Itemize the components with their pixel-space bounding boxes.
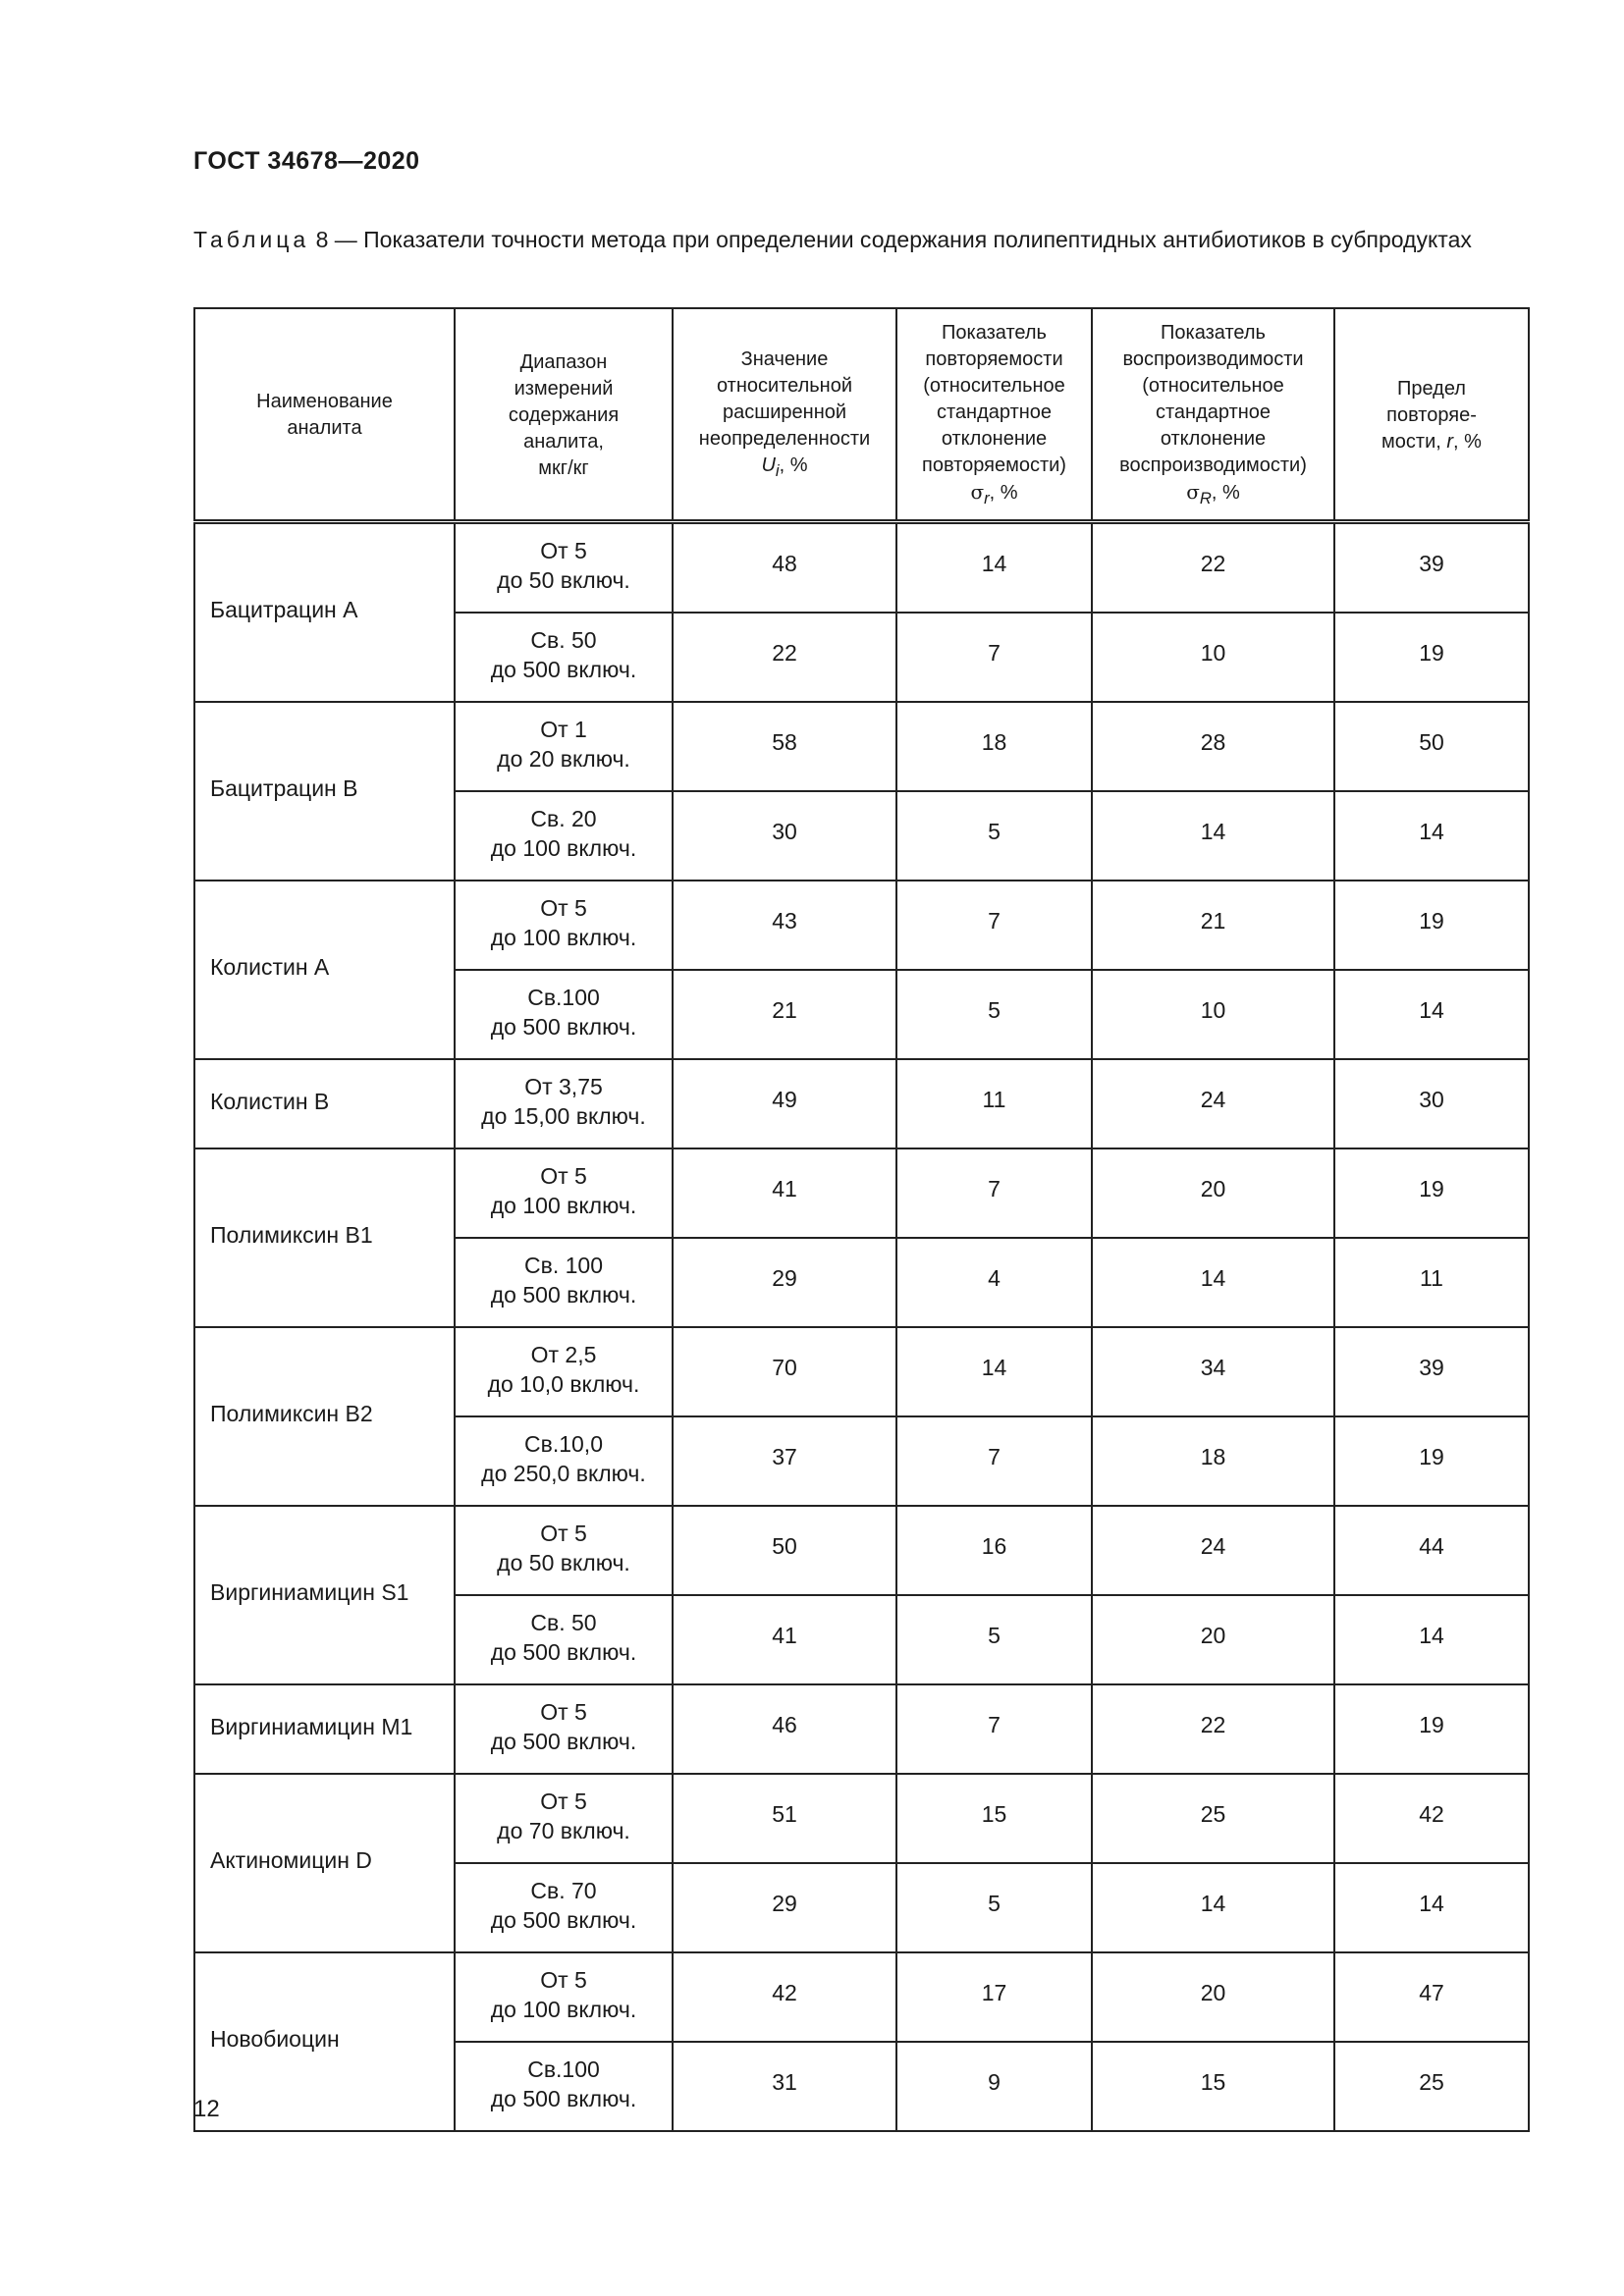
table-row [194,702,1529,791]
uncertainty-cell: 50 [673,1506,896,1595]
uncertainty-cell: 51 [673,1774,896,1863]
repeatability-limit-cell: 30 [1334,1059,1529,1148]
range-line: до 500 включ. [490,1281,637,1308]
range-cell [455,1595,673,1684]
analyte-name-cell: Бацитрацин А [194,522,455,703]
uncertainty-cell: 31 [673,2042,896,2131]
repeatability-limit-cell: 50 [1334,702,1529,791]
repeatability-limit-cell: 19 [1334,881,1529,970]
repeatability-limit-cell: 39 [1334,1327,1529,1416]
header-line: повторяемости) [922,454,1066,476]
uncertainty-cell: 58 [673,702,896,791]
header-line: воспроизводимости) [1119,454,1307,476]
range-line: до 15,00 включ. [481,1102,646,1129]
header-line: стандартное [1155,400,1272,423]
analyte-name-cell: Колистин А [194,881,455,1059]
header-line: Показатель [942,321,1047,344]
header-unit: , % [1453,430,1482,453]
repeatability-limit-cell: 14 [1334,970,1529,1059]
range-line: до 500 включ. [490,1013,637,1040]
range-line: От 5 [540,1162,587,1189]
header-line: аналита [287,417,362,439]
header-analyte-name [194,308,455,522]
header-line: повторяе- [1386,403,1477,426]
header-line: расширенной [722,401,847,423]
table-row [194,1684,1529,1774]
repeatability-limit-cell: 44 [1334,1506,1529,1595]
uncertainty-cell: 37 [673,1416,896,1506]
table-row [194,1148,1529,1238]
document-header: ГОСТ 34678—2020 [193,147,420,175]
repeatability-limit-cell: 25 [1334,2042,1529,2131]
range-line: до 100 включ. [490,1996,637,2022]
header-symbol: σ [970,479,985,504]
repeatability-limit-cell: 39 [1334,522,1529,614]
header-line: Значение [740,348,829,370]
table-row [194,1506,1529,1595]
caption-label: Таблица [193,227,310,252]
range-line: до 100 включ. [490,924,637,950]
range-line: Св.100 [527,2056,600,2082]
accuracy-table [193,307,1530,2132]
repeatability-cell: 11 [896,1059,1092,1148]
uncertainty-cell: 29 [673,1238,896,1327]
header-measurement-range [455,308,673,522]
reproducibility-cell: 18 [1092,1416,1334,1506]
uncertainty-cell: 22 [673,613,896,702]
repeatability-cell: 17 [896,1952,1092,2042]
range-line: От 5 [540,537,587,563]
analyte-name-cell: Полимиксин В1 [194,1148,455,1327]
range-line: От 2,5 [530,1341,597,1367]
range-line: От 1 [540,716,587,742]
repeatability-cell: 14 [896,522,1092,614]
uncertainty-cell: 29 [673,1863,896,1952]
header-line: повторяемости [925,347,1063,370]
repeatability-cell: 7 [896,613,1092,702]
uncertainty-cell: 41 [673,1595,896,1684]
range-cell [455,1952,673,2042]
reproducibility-cell: 10 [1092,970,1334,1059]
header-subscript: i [775,461,780,480]
table-row [194,1952,1529,2042]
header-repeatability [896,308,1092,522]
repeatability-limit-cell: 14 [1334,791,1529,881]
analyte-name-cell: Актиномицин D [194,1774,455,1952]
uncertainty-cell: 21 [673,970,896,1059]
range-line: до 100 включ. [490,1192,637,1218]
reproducibility-cell: 14 [1092,791,1334,881]
header-line: аналита, [523,430,604,453]
header-line: неопределенности [698,428,871,450]
range-line: до 500 включ. [490,2085,637,2111]
uncertainty-cell: 46 [673,1684,896,1774]
header-subscript: r [984,488,990,507]
reproducibility-cell: 14 [1092,1863,1334,1952]
header-line: относительной [716,375,852,397]
repeatability-limit-cell: 19 [1334,1148,1529,1238]
repeatability-limit-cell: 11 [1334,1238,1529,1327]
reproducibility-cell: 21 [1092,881,1334,970]
table-row [194,1327,1529,1416]
table-row [194,881,1529,970]
header-line: Показатель [1161,321,1266,344]
range-line: Св. 100 [524,1252,603,1278]
range-cell [455,881,673,970]
reproducibility-cell: 28 [1092,702,1334,791]
range-line: до 70 включ. [497,1817,630,1843]
range-line: до 20 включ. [497,745,630,772]
uncertainty-cell: 30 [673,791,896,881]
repeatability-cell: 15 [896,1774,1092,1863]
range-line: Св. 50 [530,626,597,653]
reproducibility-cell: 20 [1092,1952,1334,2042]
header-subscript: R [1199,488,1212,507]
range-cell [455,1684,673,1774]
reproducibility-cell: 20 [1092,1595,1334,1684]
repeatability-limit-cell: 42 [1334,1774,1529,1863]
range-line: От 5 [540,1788,587,1814]
range-cell [455,613,673,702]
header-line: мости, [1381,430,1447,453]
range-line: Св.100 [527,984,600,1010]
repeatability-cell: 16 [896,1506,1092,1595]
repeatability-limit-cell: 19 [1334,1416,1529,1506]
range-line: Св.10,0 [524,1430,603,1457]
range-line: Св. 50 [530,1609,597,1635]
range-line: до 50 включ. [497,566,630,593]
range-line: до 500 включ. [490,1728,637,1754]
header-reproducibility [1092,308,1334,522]
header-unit: , % [989,481,1018,504]
repeatability-cell: 5 [896,970,1092,1059]
table-header-row [194,308,1529,522]
uncertainty-cell: 49 [673,1059,896,1148]
header-unit: , % [1211,481,1240,504]
range-line: Св. 70 [530,1877,597,1903]
repeatability-cell: 9 [896,2042,1092,2131]
uncertainty-cell: 43 [673,881,896,970]
repeatability-cell: 14 [896,1327,1092,1416]
header-line: отклонение [941,427,1048,450]
uncertainty-cell: 42 [673,1952,896,2042]
range-cell [455,702,673,791]
table-row [194,1059,1529,1148]
reproducibility-cell: 20 [1092,1148,1334,1238]
header-line: отклонение [1160,427,1267,450]
range-line: Св. 20 [530,805,597,831]
repeatability-cell: 18 [896,702,1092,791]
repeatability-cell: 5 [896,791,1092,881]
uncertainty-cell: 70 [673,1327,896,1416]
analyte-name-cell: Виргиниамицин М1 [194,1684,455,1774]
range-line: до 500 включ. [490,656,637,682]
range-cell [455,522,673,614]
header-line: (относительное [923,374,1065,397]
header-repeatability-limit [1334,308,1529,522]
range-cell [455,1327,673,1416]
table-row [194,1774,1529,1863]
repeatability-cell: 5 [896,1595,1092,1684]
repeatability-cell: 4 [896,1238,1092,1327]
repeatability-limit-cell: 19 [1334,613,1529,702]
repeatability-cell: 7 [896,1148,1092,1238]
reproducibility-cell: 10 [1092,613,1334,702]
range-cell [455,1416,673,1506]
analyte-name-cell: Новобиоцин [194,1952,455,2131]
range-line: От 5 [540,894,587,921]
range-line: От 5 [540,1698,587,1725]
header-line: Диапазон [519,350,608,373]
range-line: до 50 включ. [497,1549,630,1575]
range-cell [455,1506,673,1595]
range-line: до 100 включ. [490,834,637,861]
analyte-name-cell: Бацитрацин В [194,702,455,881]
uncertainty-cell: 41 [673,1148,896,1238]
table-caption [193,226,1527,254]
header-line: (относительное [1142,374,1284,397]
analyte-name-cell: Колистин В [194,1059,455,1148]
repeatability-limit-cell: 14 [1334,1863,1529,1952]
range-cell [455,791,673,881]
range-cell [455,2042,673,2131]
header-line: мкг/кг [538,456,589,479]
repeatability-limit-cell: 14 [1334,1595,1529,1684]
page-number: 12 [193,2096,220,2122]
repeatability-cell: 7 [896,1416,1092,1506]
header-line: Наименование [256,391,393,412]
header-expanded-uncertainty [673,308,896,522]
repeatability-cell: 5 [896,1863,1092,1952]
repeatability-limit-cell: 47 [1334,1952,1529,2042]
range-line: до 500 включ. [490,1906,637,1933]
header-symbol: σ [1186,479,1200,504]
header-line: измерений [514,377,614,400]
caption-text: 8 — Показатели точности метода при определении содержания полипептидных антибиотиков в субпродуктах [315,227,1472,252]
header-line: содержания [508,403,620,426]
header-unit: , % [779,454,808,476]
reproducibility-cell: 22 [1092,522,1334,614]
reproducibility-cell: 22 [1092,1684,1334,1774]
reproducibility-cell: 14 [1092,1238,1334,1327]
table-row [194,522,1529,614]
range-cell [455,1148,673,1238]
analyte-name-cell: Полимиксин В2 [194,1327,455,1506]
uncertainty-cell: 48 [673,522,896,614]
range-cell [455,1059,673,1148]
repeatability-cell: 7 [896,881,1092,970]
header-symbol: U [761,454,776,476]
range-line: От 3,75 [524,1073,603,1099]
reproducibility-cell: 25 [1092,1774,1334,1863]
reproducibility-cell: 34 [1092,1327,1334,1416]
range-line: до 10,0 включ. [487,1370,640,1397]
analyte-name-cell: Виргиниамицин S1 [194,1506,455,1684]
header-line: стандартное [936,400,1053,423]
reproducibility-cell: 15 [1092,2042,1334,2131]
repeatability-limit-cell: 19 [1334,1684,1529,1774]
header-line: воспроизводимости [1122,347,1304,370]
range-cell [455,970,673,1059]
header-symbol: r [1446,430,1454,453]
range-cell [455,1863,673,1952]
table-body [194,522,1529,2132]
reproducibility-cell: 24 [1092,1506,1334,1595]
range-line: до 250,0 включ. [481,1460,646,1486]
range-line: От 5 [540,1966,587,1993]
repeatability-cell: 7 [896,1684,1092,1774]
header-line: Предел [1397,377,1466,400]
reproducibility-cell: 24 [1092,1059,1334,1148]
range-line: до 500 включ. [490,1638,637,1665]
range-cell [455,1774,673,1863]
range-line: От 5 [540,1520,587,1546]
range-cell [455,1238,673,1327]
